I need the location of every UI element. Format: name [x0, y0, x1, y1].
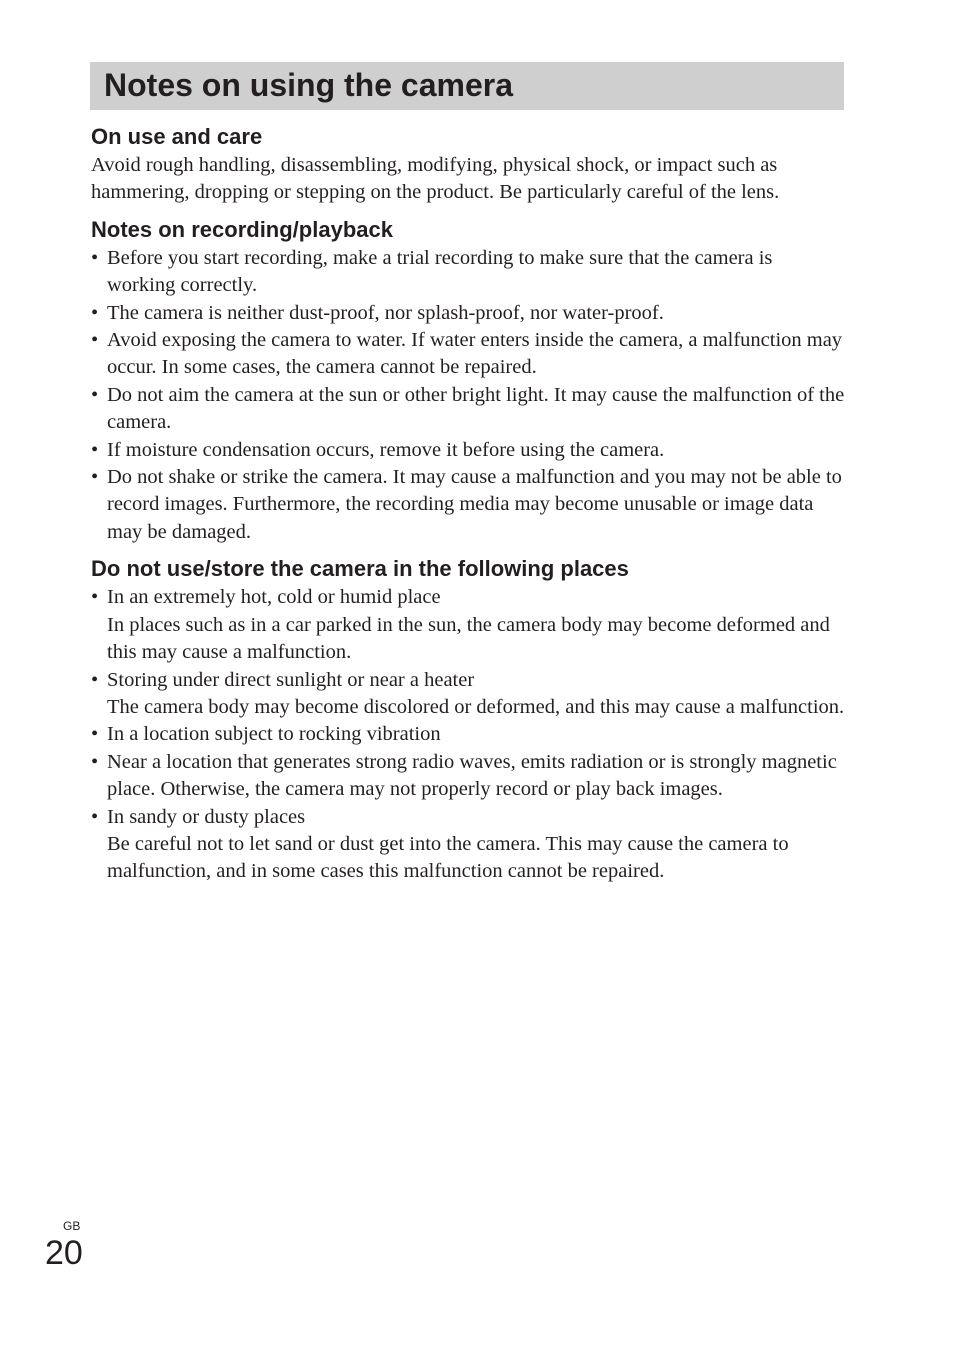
list-item: • Do not shake or strike the camera. It may cause a malfunction and you may not be able to record images. Furthermore, the recording media may become unusable or image data may be damaged. [91, 466, 842, 543]
bullet-icon: • [91, 750, 99, 773]
item-detail: The camera body may become discolored or deformed, and this may cause a malfunction. [107, 695, 845, 718]
bullet-icon: • [91, 329, 99, 352]
bullet-list [91, 584, 845, 885]
item-main: In sandy or dusty places [107, 805, 306, 828]
item-main: In a location subject to rocking vibration [107, 723, 441, 746]
item-detail: Be careful not to let sand or dust get into the camera. This may cause the camera to malfunction, and in some cases this malfunction cannot be repaired. [107, 832, 789, 883]
bullet-icon: • [91, 723, 99, 746]
bullet-icon: • [91, 586, 99, 609]
item-main: Storing under direct sunlight or near a heater [107, 668, 475, 691]
page-title: Notes on using the camera [104, 67, 513, 103]
item-main: Near a location that generates strong radio waves, emits radiation or is strongly magnetic place. Otherwise, the camera may not properly record or play back images. [107, 750, 837, 801]
list-item: • The camera is neither dust-proof, nor splash-proof, nor water-proof. [91, 300, 845, 327]
bullet-icon: • [91, 668, 99, 691]
list-item [91, 721, 845, 748]
bullet-icon: • [91, 246, 99, 269]
section-recording-playback [91, 215, 845, 546]
section-paragraph: Avoid rough handling, disassembling, modifying, physical shock, or impact such as hammering, dropping or stepping on the product. Be particularly careful of the lens. [91, 154, 780, 204]
section-heading: On use and care [91, 124, 263, 149]
list-item [91, 584, 845, 666]
list-item: • Before you start recording, make a trial recording to make sure that the camera is working correctly. [91, 246, 773, 297]
title-band [90, 62, 844, 110]
section-heading: Do not use/store the camera in the following places [91, 556, 629, 582]
bullet-icon: • [91, 438, 99, 461]
page-number: 20 [45, 1234, 83, 1272]
list-item [91, 667, 845, 722]
section-heading: Notes on recording/playback [91, 216, 393, 242]
item-main: In an extremely hot, cold or humid place [107, 586, 441, 609]
list-item: • Avoid exposing the camera to water. If water enters inside the camera, a malfunction may occur. In some cases, the camera cannot be repaired. [91, 329, 843, 379]
bullet-icon: • [91, 301, 99, 324]
bullet-icon: • [91, 805, 99, 828]
list-item: • If moisture condensation occurs, remove it before using the camera. [91, 437, 845, 464]
list-item [91, 749, 845, 804]
list-item: • Do not aim the camera at the sun or other bright light. It may cause the malfunction of the camera. [91, 383, 845, 434]
list-item [91, 804, 845, 886]
bullet-icon: • [91, 466, 99, 489]
bullet-icon: • [91, 383, 99, 406]
page-content [91, 122, 845, 894]
section-storage-places [91, 554, 845, 885]
bullet-list [91, 245, 845, 546]
region-label: GB [63, 1219, 81, 1233]
section-use-and-care [91, 122, 845, 207]
item-detail: In places such as in a car parked in the sun, the camera body may become deformed and this may cause a malfunction. [107, 613, 830, 664]
